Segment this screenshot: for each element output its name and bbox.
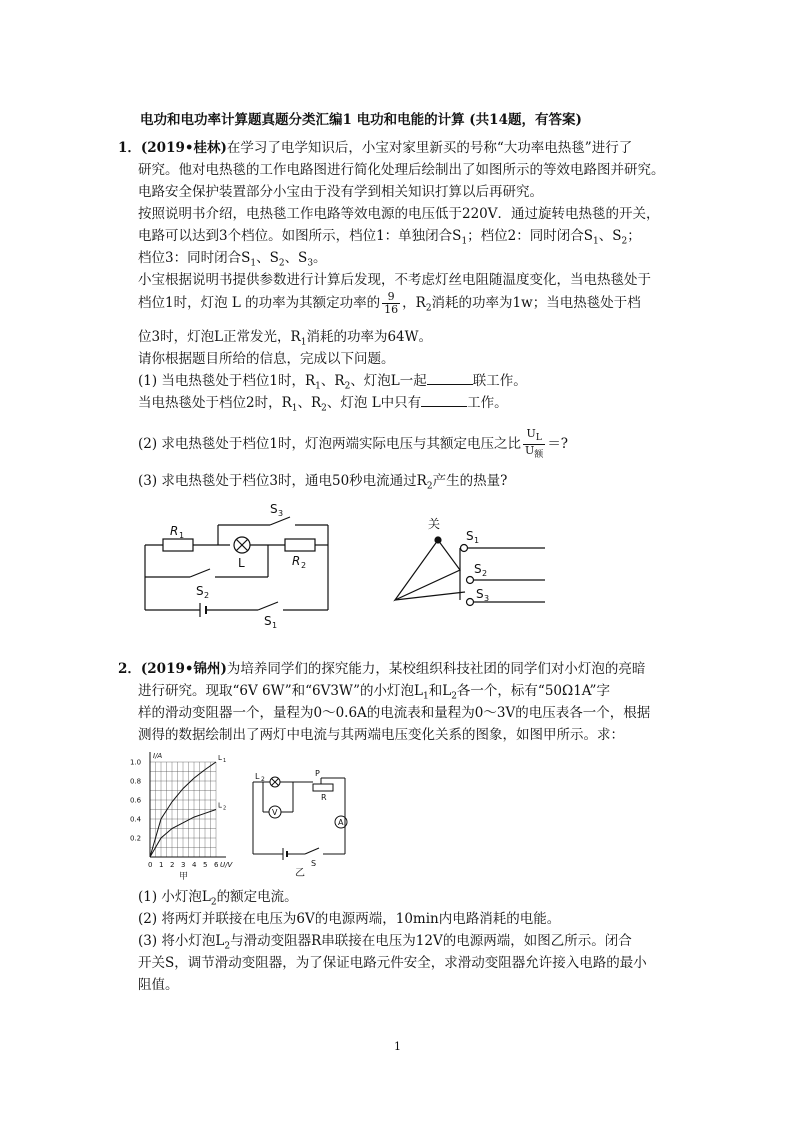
q1-line-7: 小宝根据说明书提供参数进行计算后发现，不考虑灯丝电阻随温度变化，当电热毯处于 <box>138 272 651 288</box>
svg-text:S: S <box>466 529 474 543</box>
svg-text:1: 1 <box>179 531 185 540</box>
switch-s1 <box>258 602 278 610</box>
svg-text:S: S <box>476 587 484 601</box>
svg-text:S: S <box>474 562 482 576</box>
svg-text:1: 1 <box>474 536 480 545</box>
y-tick-label: 1.0 <box>130 758 142 767</box>
q1-part-1b: 当电热毯处于档位2时，$R_1$、$R_2$、灯泡 L中只有 工作。 <box>138 395 508 414</box>
resistor-r2 <box>285 539 315 551</box>
q1-line-6: 档位3：同时闭合$S_1$、$S_2$、$S_3$。 <box>138 250 327 269</box>
fraction-ul-ue: $\frac{U_L}{U_额}$ <box>525 427 544 461</box>
svg-text:3: 3 <box>484 594 490 603</box>
rheostat-r <box>313 784 333 791</box>
q2-part-2: (2) 将两灯并联接在电压为6V的电源两端，10min内电路消耗的电能。 <box>138 911 561 927</box>
svg-text:关: 关 <box>428 517 441 531</box>
switch-s2 <box>190 569 210 577</box>
q2-circuit-diagram <box>245 770 355 878</box>
svg-text:S: S <box>311 859 317 868</box>
svg-text:V: V <box>272 808 278 817</box>
svg-text:3: 3 <box>278 509 284 518</box>
x-axis-label: U/V <box>220 861 233 869</box>
y-tick-label: 0.2 <box>130 834 142 843</box>
q1-part-2: (2) 求电热毯处于档位1时，灯泡两端实际电压与其额定电压之比 $\frac{U_L}{U_额}$ ＝? <box>138 427 569 461</box>
svg-text:2: 2 <box>482 569 488 578</box>
q1-line-2: 研究。他对电热毯的工作电路图进行简化处理后绘制出了如图所示的等效电路图并研究。 <box>138 162 665 178</box>
chart-caption: 甲 <box>179 872 189 882</box>
y-tick-label: 0.6 <box>130 796 142 805</box>
svg-text:L: L <box>238 556 245 570</box>
q1-line-3: 电路安全保护装置部分小宝由于没有学到相关知识打算以后再研究。 <box>138 184 543 200</box>
svg-text:P: P <box>315 769 320 778</box>
svg-text:S: S <box>270 502 278 516</box>
x-tick-label: 0 <box>148 861 153 869</box>
x-tick-label: 2 <box>170 861 175 869</box>
answer-blank-1[interactable] <box>427 372 473 385</box>
q1-line-10: 请你根据题目所给的信息，完成以下问题。 <box>138 351 395 367</box>
svg-text:A: A <box>338 818 344 827</box>
q1-circuit-diagram <box>130 495 370 635</box>
q1-part-3: (3) 求电热毯处于档位3时，通电50秒电流通过$R_2$产生的热量? <box>138 473 508 492</box>
svg-text:R: R <box>321 793 327 802</box>
series-label: L <box>218 754 222 762</box>
q1-line-9: 位3时，灯泡L正常发光，$R_1$消耗的功率为64W。 <box>138 329 433 348</box>
switch-knob <box>395 540 460 600</box>
x-tick-label: 5 <box>203 861 208 869</box>
y-axis-label: I/A <box>153 752 163 760</box>
x-tick-label: 6 <box>214 861 219 869</box>
q2-line-4: 测得的数据绘制出了两灯中电流与其两端电压变化关系的图象，如图甲所示。求： <box>138 727 624 743</box>
x-tick-label: 1 <box>159 861 164 869</box>
series-label: L <box>218 801 222 810</box>
q1-line-8: 档位1时，灯泡 L 的功率为其额定功率的 $\frac{9}{16}$ ，$R_2$消耗的功率为1w；当电热毯处于档 <box>138 290 641 316</box>
q1-rotary-switch-diagram <box>380 510 560 625</box>
series-label-sub: 2 <box>223 805 227 812</box>
svg-text:R: R <box>292 554 301 568</box>
q1-line-4: 按照说明书介绍，电热毯工作电路等效电源的电压低于220V．通过旋转电热毯的开关， <box>138 206 660 222</box>
svg-text:乙: 乙 <box>295 868 305 879</box>
svg-text:S: S <box>264 614 272 628</box>
page-title: 电功和电功率计算题真题分类汇编1 电功和电能的计算 (共14题，有答案) <box>140 112 582 128</box>
q1-line-5: 电路可以达到3个档位。如图所示，档位1：单独闭合$S_1$；档位2：同时闭合$S_1$、$S_2$； <box>138 228 641 247</box>
q2-line-3: 样的滑动变阻器一个，量程为0～0.6A的电流表和量程为0～3V的电压表各一个，根据 <box>138 705 651 721</box>
q2-iv-chart <box>128 745 238 882</box>
svg-text:1: 1 <box>272 621 278 630</box>
page-number: 1 <box>394 1040 401 1053</box>
q1-line-1: 1．(2019•桂林)在学习了电学知识后，小宝对家里新买的号称“大功率电热毯”进行了 <box>118 140 633 156</box>
svg-text:S: S <box>196 584 204 598</box>
switch-s <box>305 848 319 854</box>
resistor-r1 <box>163 539 193 551</box>
svg-text:L: L <box>255 772 260 781</box>
q2-line-1: 2．(2019•锦州)为培养同学们的探究能力，某校组织科技社团的同学们对小灯泡的亮暗 <box>118 661 646 677</box>
q2-part-1: (1) 小灯泡$L_2$的额定电流。 <box>138 889 298 908</box>
q2-line-2: 进行研究。现取“6V 6W”和“6V3W”的小灯泡$L_1$和$L_2$各一个，标有“50Ω1A”字 <box>138 683 610 702</box>
svg-text:2: 2 <box>261 776 265 783</box>
y-tick-label: 0.4 <box>130 815 142 824</box>
q2-part-3c: 阻值。 <box>138 977 179 993</box>
fraction-9-16: $\frac{9}{16}$ <box>384 290 399 316</box>
svg-text:2: 2 <box>301 561 307 570</box>
q1-part-1: (1) 当电热毯处于档位1时，$R_1$、$R_2$、灯泡L一起 联工作。 <box>138 373 527 392</box>
x-tick-label: 3 <box>181 861 186 869</box>
svg-text:2: 2 <box>204 591 210 600</box>
switch-s3 <box>270 517 290 525</box>
q2-part-3b: 开关S，调节滑动变阻器，为了保证电路元件安全，求滑动变阻器允许接入电路的最小 <box>138 955 647 971</box>
x-tick-label: 4 <box>192 861 197 869</box>
y-tick-label: 0.8 <box>130 777 142 786</box>
q2-part-3: (3) 将小灯泡$L_2$与滑动变阻器R串联接在电压为12V的电源两端，如图乙所示。闭合 <box>138 933 632 952</box>
series-label-sub: 1 <box>223 758 227 764</box>
answer-blank-2[interactable] <box>421 394 467 407</box>
svg-text:R: R <box>170 524 179 538</box>
